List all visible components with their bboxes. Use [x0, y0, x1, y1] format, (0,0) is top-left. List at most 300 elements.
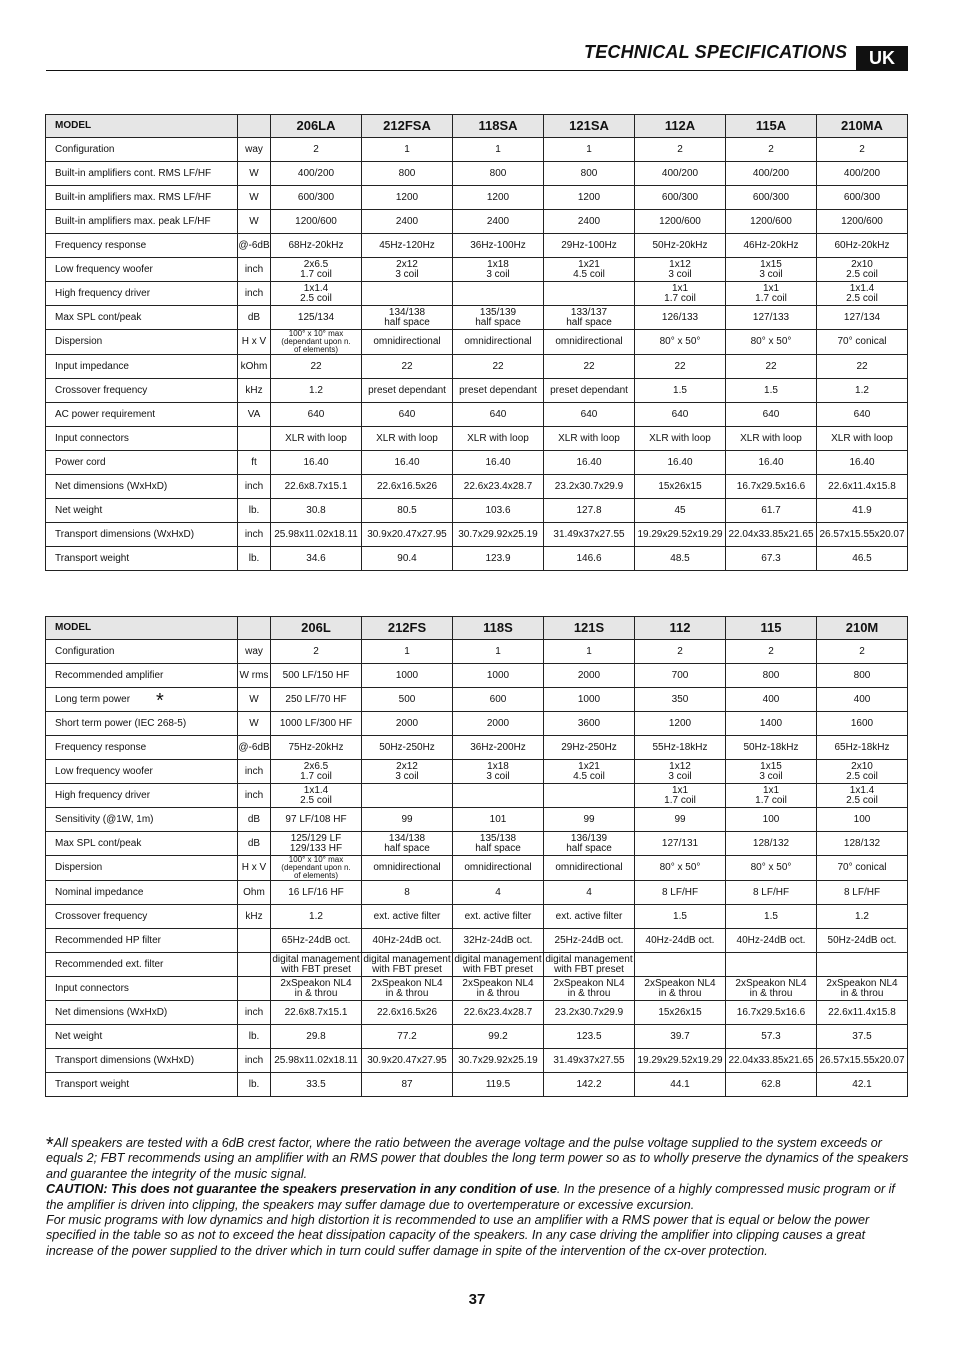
table-cell-text: 22	[310, 360, 322, 372]
table-cell-text: 39.7	[670, 1030, 690, 1042]
table-row	[46, 234, 908, 258]
table-cell-text: 22.6x8.7x15.1	[284, 1006, 348, 1018]
footnote-crest-factor	[46, 1136, 912, 1182]
param-name	[46, 736, 238, 760]
table-cell-text: 25Hz-24dB oct.	[554, 934, 624, 946]
table-cell-text: 1	[495, 143, 501, 155]
table-cell-text: XLR with loop	[558, 432, 620, 444]
table-cell	[635, 282, 726, 306]
unit	[238, 403, 271, 427]
table-cell	[544, 712, 635, 736]
table-row	[46, 832, 908, 856]
table-cell	[726, 736, 817, 760]
table-cell-text: 142.2	[576, 1078, 602, 1090]
table-row	[46, 1073, 908, 1097]
table-cell	[271, 1025, 362, 1049]
param-name-text: Configuration	[55, 143, 115, 155]
table-cell	[362, 881, 453, 905]
table-cell	[635, 451, 726, 475]
table-cell-text: 16.7x29.5x16.6	[736, 480, 806, 492]
table-cell	[635, 403, 726, 427]
table-cell-text: 1	[404, 143, 410, 155]
table-cell	[635, 832, 726, 856]
table-cell	[635, 1001, 726, 1025]
table-cell	[271, 688, 362, 712]
table-cell-text: 70° conical	[837, 862, 887, 873]
table-cell-text: 127.8	[576, 504, 602, 516]
table-cell-text: omnidirectional	[555, 862, 623, 873]
unit-text: Ohm	[243, 886, 265, 898]
table-cell-text: 100	[853, 813, 871, 825]
table-row	[46, 1001, 908, 1025]
table-cell-text: 2x12 3 coil	[395, 760, 419, 782]
param-name	[46, 760, 238, 784]
table-row	[46, 953, 908, 977]
unit-text: inch	[244, 789, 264, 801]
table-cell-text: 1x12 3 coil	[668, 760, 692, 782]
unit-text: ft	[251, 456, 257, 468]
table-cell	[544, 186, 635, 210]
table-cell	[544, 881, 635, 905]
table-cell	[544, 234, 635, 258]
table-cell	[726, 832, 817, 856]
table-cell	[635, 306, 726, 330]
table-cell	[635, 330, 726, 355]
table-cell-text: 136/139 half space	[566, 832, 612, 854]
table-row	[46, 451, 908, 475]
unit-text: inch	[244, 528, 264, 540]
table-cell-text: 133/137 half space	[566, 306, 612, 328]
unit	[238, 640, 271, 664]
table-cell-text: 2x10 2.5 coil	[846, 760, 878, 782]
model-name	[635, 115, 726, 138]
table-cell	[635, 1049, 726, 1073]
param-name	[46, 451, 238, 475]
table-cell	[544, 306, 635, 330]
table-cell-text: 2x10 2.5 coil	[846, 258, 878, 280]
unit	[238, 330, 271, 355]
table-cell-text: 126/133	[661, 311, 699, 323]
model-name	[271, 115, 362, 138]
param-name-text: Crossover frequency	[55, 910, 148, 922]
table-cell-text: 250 LF/70 HF	[285, 693, 347, 705]
table-cell	[362, 234, 453, 258]
model-name	[362, 617, 453, 640]
table-row	[46, 210, 908, 234]
model-name	[271, 617, 362, 640]
table-cell	[271, 881, 362, 905]
unit	[238, 355, 271, 379]
table-cell-text: 400	[762, 693, 780, 705]
table-cell	[635, 784, 726, 808]
footnotes	[46, 1136, 912, 1259]
footnote-text-3: For music programs with low dynamics and high distortion it is recommended to use an amplifier with a RMS power that is equal or below the power specified in the table so as not to exceed the heat dissipation capacity of the speakers. In any case driving the amplifier into clipping causes a great increase of the power supplied to the driver which in turn could suffer damage in spite of the intervention of the cx-over protection.	[46, 1213, 870, 1258]
table-cell-text: 97 LF/108 HF	[285, 813, 347, 825]
table-cell-text: 400/200	[661, 167, 699, 179]
table-cell-text: 23.2x30.7x29.9	[554, 480, 624, 492]
table-cell	[817, 808, 908, 832]
table-cell	[362, 832, 453, 856]
table-cell	[453, 1025, 544, 1049]
table-cell-text: XLR with loop	[740, 432, 802, 444]
unit	[238, 499, 271, 523]
param-name-text: Long term power	[55, 693, 131, 705]
table-row	[46, 640, 908, 664]
table-cell	[817, 977, 908, 1001]
table-cell	[362, 355, 453, 379]
table-cell	[453, 547, 544, 571]
table-cell-text: 2400	[486, 215, 510, 227]
model-label	[46, 617, 238, 640]
table-cell-text: 33.5	[306, 1078, 326, 1090]
unit-text: kOhm	[240, 360, 268, 372]
param-name-text: Power cord	[55, 456, 106, 468]
table-cell-text: 400/200	[752, 167, 790, 179]
table-cell	[726, 1049, 817, 1073]
table-cell-text: 70° conical	[837, 336, 887, 347]
table-cell-text: 50Hz-18kHz	[743, 741, 799, 753]
unit	[238, 808, 271, 832]
table-cell	[817, 664, 908, 688]
table-cell	[453, 929, 544, 953]
param-name	[46, 1001, 238, 1025]
table-cell-text: ext. active filter	[373, 910, 441, 922]
table-cell	[817, 760, 908, 784]
param-name-text: High frequency driver	[55, 789, 151, 801]
table-cell	[544, 162, 635, 186]
table-row	[46, 379, 908, 403]
table-cell	[817, 210, 908, 234]
table-row	[46, 688, 908, 712]
param-name-text: Sensitivity (@1W, 1m)	[55, 813, 154, 825]
table-cell-text: 22	[492, 360, 504, 372]
table-cell-text: ext. active filter	[464, 910, 532, 922]
table-cell	[271, 379, 362, 403]
table-header-row	[46, 115, 908, 138]
table-cell-text: 22.6x23.4x28.7	[463, 480, 533, 492]
table-cell-text: 22.6x8.7x15.1	[284, 480, 348, 492]
table-cell-text: 1x21 4.5 coil	[573, 760, 605, 782]
unit	[238, 688, 271, 712]
table-cell	[362, 547, 453, 571]
table-cell-text: 2xSpeakon NL4 in & throu	[553, 977, 625, 999]
table-cell	[453, 258, 544, 282]
table-cell	[453, 355, 544, 379]
table-cell-text: 1200	[577, 191, 601, 203]
table-cell-text: 57.3	[761, 1030, 781, 1042]
table-cell-text: 30.8	[306, 504, 326, 516]
unit	[238, 475, 271, 499]
unit-text: kHz	[245, 384, 263, 396]
table-row	[46, 282, 908, 306]
table-cell-text: 99	[583, 813, 595, 825]
table-cell-text: 65Hz-24dB oct.	[281, 934, 351, 946]
table-cell-text: 99.2	[488, 1030, 508, 1042]
table-cell-text: 4	[586, 886, 592, 898]
unit-text: way	[245, 645, 263, 657]
table-cell	[726, 186, 817, 210]
table-cell	[271, 186, 362, 210]
table-cell-text: 25.98x11.02x18.11	[274, 1054, 358, 1066]
table-cell	[635, 688, 726, 712]
table-cell	[635, 929, 726, 953]
table-cell-text: 22.04x33.85x21.65	[728, 1054, 814, 1066]
table-cell-text: 1000	[395, 669, 419, 681]
table-cell-text: preset dependant	[550, 384, 628, 396]
table-cell	[271, 640, 362, 664]
unit-text: dB	[247, 837, 261, 849]
table-cell	[726, 403, 817, 427]
table-cell	[726, 760, 817, 784]
table-cell	[635, 808, 726, 832]
table-cell	[453, 427, 544, 451]
table-cell	[271, 977, 362, 1001]
table-cell-text: 135/138 half space	[475, 832, 521, 854]
table-cell-text: XLR with loop	[649, 432, 711, 444]
param-name	[46, 856, 238, 881]
unit-text: way	[245, 143, 263, 155]
table-cell	[635, 736, 726, 760]
table-cell	[362, 258, 453, 282]
table-cell	[544, 905, 635, 929]
param-name	[46, 1049, 238, 1073]
table-cell	[726, 138, 817, 162]
table-cell-text: 1x1 1.7 coil	[664, 282, 696, 304]
table-cell-text: 1600	[850, 717, 874, 729]
unit-text: inch	[244, 1006, 264, 1018]
table-cell-text: 16.40	[576, 456, 602, 468]
table-cell-text: 62.8	[761, 1078, 781, 1090]
unit-text: lb.	[248, 504, 260, 516]
table-row	[46, 475, 908, 499]
model-name-text: 115	[760, 620, 782, 635]
model-name	[817, 115, 908, 138]
table-cell	[726, 688, 817, 712]
unit	[238, 379, 271, 403]
table-cell	[817, 736, 908, 760]
table-cell	[271, 234, 362, 258]
table-cell	[271, 355, 362, 379]
table-cell-text: 1200/600	[659, 215, 701, 227]
table-cell-text: digital management with FBT preset	[272, 953, 360, 975]
table-cell	[635, 162, 726, 186]
table-cell-text: 101	[489, 813, 507, 825]
param-name-text: Recommended HP filter	[55, 934, 161, 946]
param-name	[46, 282, 238, 306]
table-cell	[817, 282, 908, 306]
table-cell	[271, 427, 362, 451]
table-cell-text: 45	[674, 504, 686, 516]
table-cell-text: 22.6x16.5x26	[376, 1006, 438, 1018]
model-name-text: 212FSA	[383, 118, 431, 133]
table-cell-text: 800	[398, 167, 416, 179]
unit-text: H x V	[241, 336, 267, 347]
table-cell	[453, 808, 544, 832]
table-cell	[453, 523, 544, 547]
param-name-text: AC power requirement	[55, 408, 156, 420]
table-row	[46, 427, 908, 451]
param-name-text: Max SPL cont/peak	[55, 311, 142, 323]
table-cell-text: 80.5	[397, 504, 417, 516]
table-cell-text: 15x26x15	[658, 1006, 702, 1018]
table-cell-text: 30.9x20.47x27.95	[367, 528, 447, 540]
table-cell-text: 1x1.4 2.5 coil	[300, 282, 332, 304]
param-name-text: Short term power (IEC 268-5)	[55, 717, 187, 729]
table-cell	[544, 523, 635, 547]
param-name-text: Input connectors	[55, 432, 129, 444]
table-cell	[635, 138, 726, 162]
table-cell	[544, 379, 635, 403]
language-badge: UK	[856, 46, 908, 71]
unit-text: inch	[244, 1054, 264, 1066]
table-cell	[271, 475, 362, 499]
table-cell	[544, 210, 635, 234]
table-cell-text: 135/139 half space	[475, 306, 521, 328]
table-cell	[726, 640, 817, 664]
table-cell-text: 128/132	[752, 837, 790, 849]
table-row	[46, 736, 908, 760]
table-cell-text: 30.7x29.92x25.19	[458, 1054, 538, 1066]
unit	[238, 186, 271, 210]
table-cell	[726, 451, 817, 475]
table-cell	[726, 905, 817, 929]
param-name-text: Net dimensions (WxHxD)	[55, 480, 168, 492]
model-name-text: 206L	[301, 620, 331, 635]
table-row	[46, 330, 908, 355]
caution-text: CAUTION: This does not guarantee the speakers preservation in any condition of use	[46, 1182, 557, 1197]
table-cell-text: 640	[853, 408, 871, 420]
table-cell-text: 600	[489, 693, 507, 705]
table-cell	[362, 330, 453, 355]
table-cell	[544, 736, 635, 760]
table-cell	[726, 427, 817, 451]
table-cell-text: 42.1	[852, 1078, 872, 1090]
unit	[238, 451, 271, 475]
table-cell-text: 2xSpeakon NL4 in & throu	[644, 977, 716, 999]
table-cell	[271, 929, 362, 953]
param-name-text: Recommended amplifier	[55, 669, 164, 681]
table-cell	[362, 210, 453, 234]
table-cell	[817, 162, 908, 186]
table-cell-text: 34.6	[306, 552, 326, 564]
table-cell	[817, 832, 908, 856]
table-cell-text: ext. active filter	[555, 910, 623, 922]
param-name-text: Crossover frequency	[55, 384, 148, 396]
param-name	[46, 1073, 238, 1097]
table-cell	[271, 306, 362, 330]
model-name	[726, 617, 817, 640]
unit	[238, 832, 271, 856]
table-cell-text: 2400	[577, 215, 601, 227]
table-cell	[453, 881, 544, 905]
table-cell	[453, 379, 544, 403]
table-row	[46, 712, 908, 736]
param-name-text: Dispersion	[55, 336, 103, 347]
param-name-text: Frequency response	[55, 741, 147, 753]
table-cell	[544, 499, 635, 523]
table-cell-text: 640	[489, 408, 507, 420]
unit-text: W	[249, 191, 259, 203]
table-cell-text: 36Hz-200Hz	[470, 741, 526, 753]
table-cell	[544, 784, 635, 808]
table-cell	[362, 784, 453, 808]
table-cell-text: 22.6x11.4x15.8	[828, 480, 896, 492]
table-cell	[544, 640, 635, 664]
header-divider	[46, 70, 908, 71]
table-cell	[635, 186, 726, 210]
table-cell	[544, 403, 635, 427]
unit	[238, 258, 271, 282]
param-name	[46, 712, 238, 736]
table-cell	[726, 808, 817, 832]
unit-text: dB	[247, 813, 261, 825]
table-cell-text: 48.5	[670, 552, 690, 564]
table-cell	[635, 427, 726, 451]
param-name-text: Max SPL cont/peak	[55, 837, 142, 849]
table-cell	[271, 403, 362, 427]
unit	[238, 234, 271, 258]
table-cell	[544, 1025, 635, 1049]
table-cell	[271, 784, 362, 808]
table-cell-text: 640	[580, 408, 598, 420]
table-cell	[544, 427, 635, 451]
table-cell-text: 77.2	[397, 1030, 417, 1042]
unit	[238, 1001, 271, 1025]
table-row	[46, 138, 908, 162]
table-cell	[453, 1073, 544, 1097]
model-name	[635, 617, 726, 640]
table-cell-text: 40Hz-24dB oct.	[645, 934, 715, 946]
table-cell-text: 36Hz-100Hz	[470, 239, 526, 251]
table-cell-text: 22.6x16.5x26	[376, 480, 438, 492]
table-cell	[362, 379, 453, 403]
unit-text: @-6dB	[238, 239, 270, 251]
table-row	[46, 162, 908, 186]
table-cell-text: 600/300	[752, 191, 790, 203]
table-cell-text: 2xSpeakon NL4 in & throu	[280, 977, 352, 999]
unit-header	[238, 115, 271, 138]
param-name-text: Net weight	[55, 1030, 103, 1042]
table-cell-text: 32Hz-24dB oct.	[463, 934, 533, 946]
table-row	[46, 929, 908, 953]
param-name-text: Net dimensions (WxHxD)	[55, 1006, 168, 1018]
table-cell	[271, 162, 362, 186]
table-cell-text: 2400	[395, 215, 419, 227]
table-cell	[544, 330, 635, 355]
table-cell-text: 2000	[486, 717, 510, 729]
model-name	[453, 617, 544, 640]
table-cell	[817, 1049, 908, 1073]
table-cell-text: 1x21 4.5 coil	[573, 258, 605, 280]
table-cell	[362, 162, 453, 186]
table-cell	[362, 523, 453, 547]
table-cell-text: 2000	[577, 669, 601, 681]
param-name-text: Low frequency woofer	[55, 263, 153, 275]
table-cell	[726, 330, 817, 355]
param-name	[46, 475, 238, 499]
table-cell-text: 500	[398, 693, 416, 705]
table-cell-text: 22	[856, 360, 868, 372]
table-cell	[726, 162, 817, 186]
model-name	[544, 115, 635, 138]
table-cell-text: 1.5	[673, 384, 687, 396]
table-cell	[817, 379, 908, 403]
model-name-text: 121SA	[569, 118, 609, 133]
table-cell	[635, 664, 726, 688]
table-cell-text: 26.57x15.55x20.07	[819, 528, 905, 540]
table-cell-text: 640	[307, 408, 325, 420]
table-cell	[635, 379, 726, 403]
